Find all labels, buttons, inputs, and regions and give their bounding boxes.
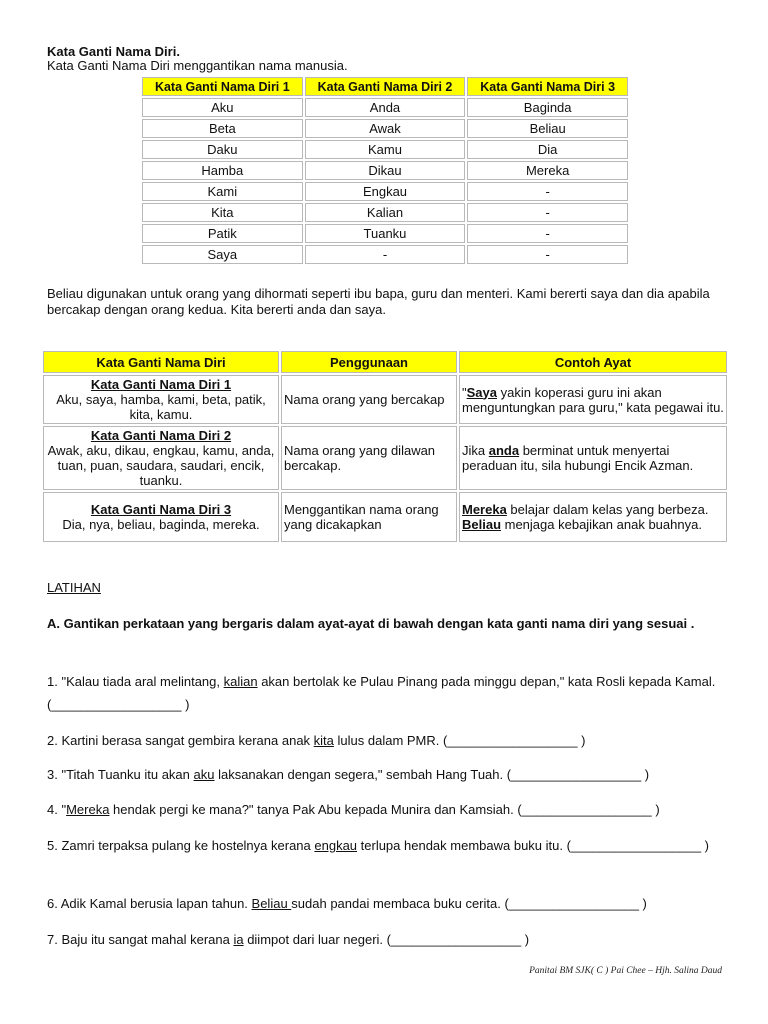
question-text: 1. "Kalau tiada aral melintang, — [47, 674, 224, 689]
table-cell: Kita — [142, 203, 303, 222]
example-text: yakin koperasi guru ini akan menguntungkan para guru," kata pegawai itu. — [462, 384, 724, 415]
question-text: 2. Kartini berasa sangat gembira kerana anak — [47, 733, 314, 748]
example-cell — [459, 426, 727, 490]
page-footer: Panitai BM SJK( C ) Pai Chee – Hjh. Salina Daud — [529, 966, 722, 976]
example-pronoun: Mereka — [462, 502, 507, 517]
table-cell: Beliau — [467, 119, 628, 138]
question-text: 4. " — [47, 802, 67, 817]
pronoun-group-words: Dia, nya, beliau, baginda, mereka. — [62, 517, 260, 532]
example-cell — [459, 492, 727, 542]
header-cell: Penggunaan — [281, 351, 457, 373]
table-row — [43, 492, 727, 542]
table-cell: Tuanku — [305, 224, 466, 243]
question-text: terlupa hendak membawa buku itu. (__________________ ) — [357, 838, 710, 853]
pronoun-table-header — [142, 77, 628, 96]
table-cell: Anda — [305, 98, 466, 117]
header-cell: Kata Ganti Nama Diri 1 — [142, 77, 303, 96]
table-cell — [43, 492, 279, 542]
underlined-word: Beliau — [251, 896, 292, 911]
header-cell: Kata Ganti Nama Diri 2 — [305, 77, 466, 96]
explanation-paragraph: Beliau digunakan untuk orang yang dihormati seperti ibu bapa, guru dan menteri. Kami bererti saya dan dia apabila bercakap dengan orang kedua. Kita bererti anda dan saya. — [47, 286, 710, 317]
usage-cell: Nama orang yang dilawan bercakap. — [281, 426, 457, 490]
question-1 — [47, 670, 747, 716]
pronoun-table — [140, 75, 630, 266]
question-6 — [47, 892, 747, 915]
table-cell: Engkau — [305, 182, 466, 201]
table-cell: - — [467, 224, 628, 243]
question-text: sudah pandai membaca buku cerita. (__________________ ) — [291, 896, 647, 911]
example-line — [462, 502, 724, 517]
underlined-word: kalian — [223, 674, 258, 689]
question-text: laksanakan dengan segera," sembah Hang Tuah. (__________________ ) — [214, 767, 650, 782]
usage-cell: Nama orang yang bercakap — [281, 375, 457, 424]
table-cell: Patik — [142, 224, 303, 243]
table-cell: Mereka — [467, 161, 628, 180]
example-text: menjaga kebajikan anak buahnya. — [501, 517, 702, 532]
question-7 — [47, 928, 747, 951]
underlined-word: ia — [233, 932, 244, 947]
underlined-word: engkau — [314, 838, 358, 853]
table-row — [142, 98, 628, 117]
pronoun-group-name: Kata Ganti Nama Diri 2 — [90, 428, 232, 443]
usage-table — [41, 349, 729, 544]
table-row — [142, 245, 628, 264]
table-cell: Dikau — [305, 161, 466, 180]
section-a-instruction: A. Gantikan perkataan yang bergaris dalam ayat-ayat di bawah dengan kata ganti nama diri yang sesuai . — [47, 616, 695, 631]
table-row — [142, 203, 628, 222]
example-pronoun: Beliau — [462, 517, 502, 532]
table-cell: Saya — [142, 245, 303, 264]
example-text: Jika — [462, 443, 489, 458]
table-cell: Kalian — [305, 203, 466, 222]
pronoun-group-words: Aku, saya, hamba, kami, beta, patik, kita, kamu. — [56, 392, 266, 422]
table-cell: Baginda — [467, 98, 628, 117]
example-pronoun: anda — [488, 443, 520, 458]
example-cell — [459, 375, 727, 424]
question-4 — [47, 798, 747, 821]
table-cell: Awak — [305, 119, 466, 138]
header-cell: Kata Ganti Nama Diri 3 — [467, 77, 628, 96]
table-cell: - — [467, 245, 628, 264]
question-text: 5. Zamri terpaksa pulang ke hostelnya kerana — [47, 838, 315, 853]
latihan-heading: LATIHAN — [47, 580, 101, 595]
table-row — [43, 426, 727, 490]
table-row — [142, 161, 628, 180]
example-text: belajar dalam kelas yang berbeza. — [506, 502, 709, 517]
question-text: 3. "Titah Tuanku itu akan — [47, 767, 194, 782]
question-text: lulus dalam PMR. (__________________ ) — [333, 733, 586, 748]
question-text: 7. Baju itu sangat mahal kerana — [47, 932, 234, 947]
example-pronoun: Saya — [466, 384, 497, 400]
table-cell: Aku — [142, 98, 303, 117]
underlined-word: Mereka — [66, 802, 110, 817]
table-cell: Kamu — [305, 140, 466, 159]
question-text: 6. Adik Kamal berusia lapan tahun. — [47, 896, 252, 911]
table-cell: Daku — [142, 140, 303, 159]
table-cell: - — [467, 182, 628, 201]
example-line — [462, 517, 724, 532]
usage-table-header — [43, 351, 727, 373]
table-cell: Dia — [467, 140, 628, 159]
table-row — [142, 140, 628, 159]
question-text: hendak pergi ke mana?" tanya Pak Abu kepada Munira dan Kamsiah. (__________________ ) — [109, 802, 660, 817]
table-cell: Beta — [142, 119, 303, 138]
example-text: berminat untuk menyertai peraduan itu, sila hubungi Encik Azman. — [462, 443, 694, 473]
question-text: akan bertolak ke Pulau Pinang pada minggu depan," kata Rosli kepada Kamal. (__________________ ) — [47, 674, 716, 712]
heading-subtitle: Kata Ganti Nama Diri menggantikan nama manusia. — [47, 58, 348, 73]
table-cell: Kami — [142, 182, 303, 201]
underlined-word: kita — [313, 733, 334, 748]
pronoun-group-name: Kata Ganti Nama Diri 3 — [90, 502, 232, 517]
table-cell — [43, 375, 279, 424]
question-text: diimpot dari luar negeri. (__________________ ) — [243, 932, 530, 947]
table-row — [43, 375, 727, 424]
pronoun-group-words: Awak, aku, dikau, engkau, kamu, anda, tuan, puan, saudara, saudari, encik, tuanku. — [47, 443, 275, 488]
table-cell: - — [467, 203, 628, 222]
table-cell: - — [305, 245, 466, 264]
heading-title: Kata Ganti Nama Diri. — [47, 44, 180, 59]
table-cell: Hamba — [142, 161, 303, 180]
question-5 — [47, 834, 727, 857]
question-3 — [47, 763, 747, 786]
question-2 — [47, 729, 747, 752]
example-text: " — [462, 384, 467, 400]
header-cell: Contoh Ayat — [459, 351, 727, 373]
pronoun-group-name: Kata Ganti Nama Diri 1 — [90, 377, 232, 392]
underlined-word: aku — [193, 767, 215, 782]
table-row — [142, 224, 628, 243]
usage-cell: Menggantikan nama orang yang dicakapkan — [281, 492, 457, 542]
table-row — [142, 182, 628, 201]
table-cell — [43, 426, 279, 490]
table-row — [142, 119, 628, 138]
header-cell: Kata Ganti Nama Diri — [43, 351, 279, 373]
